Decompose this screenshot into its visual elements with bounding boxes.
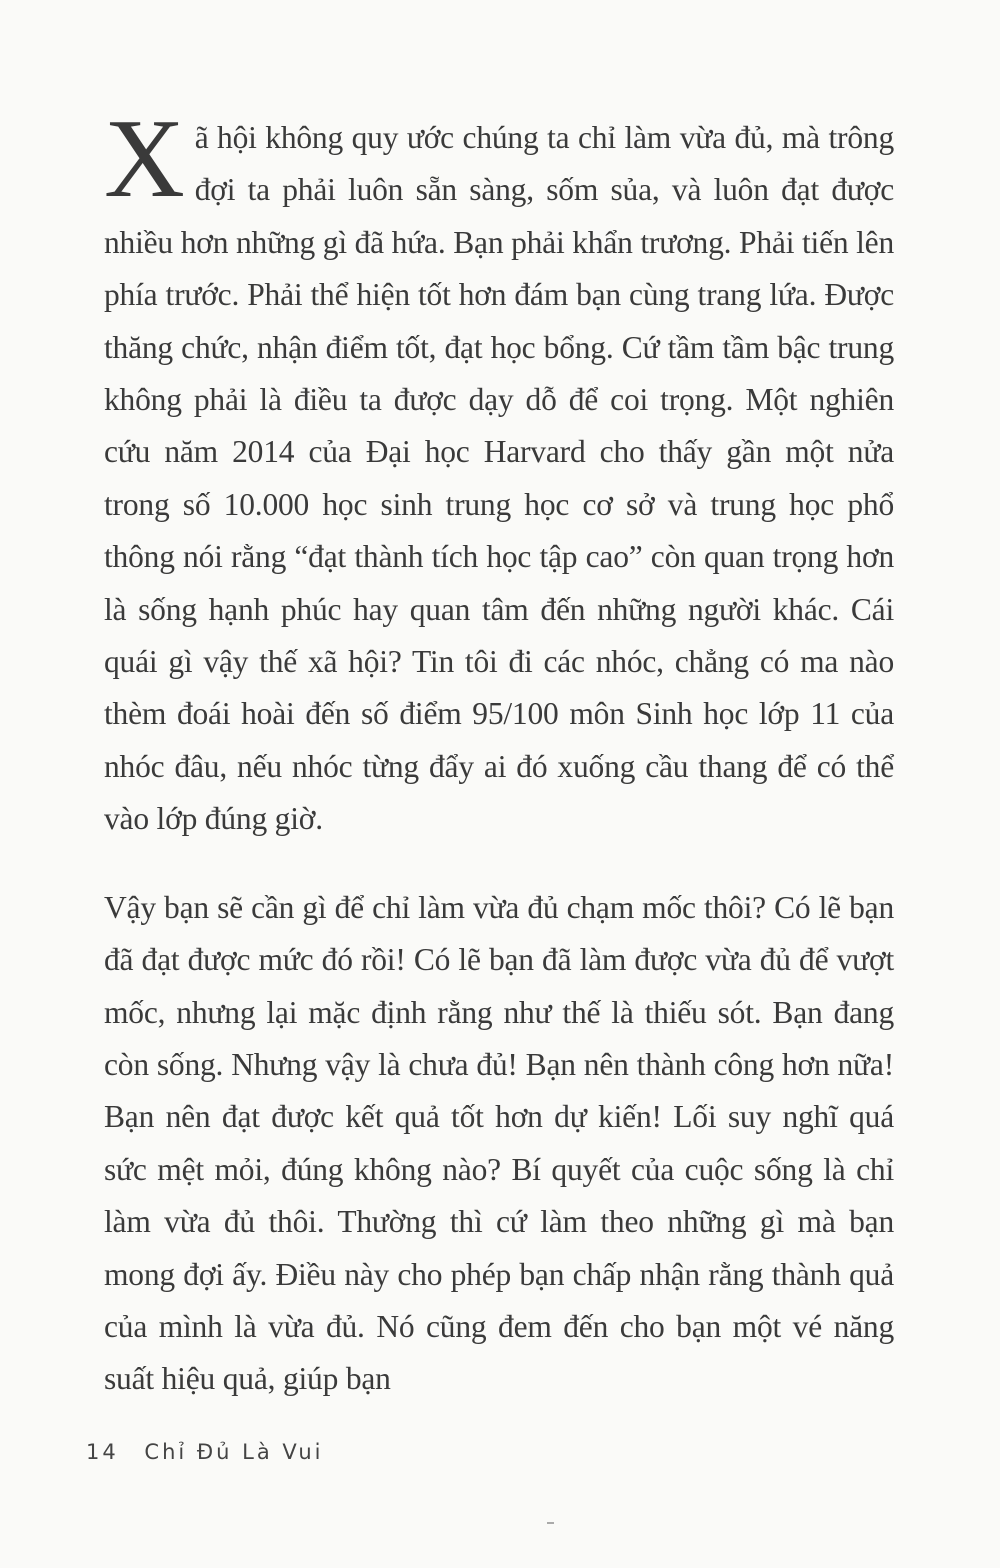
page-body xyxy=(104,97,894,1406)
paragraph-1 xyxy=(104,97,894,846)
paragraph-1-text: ã hội không quy ước chúng ta chỉ làm vừa đủ, mà trông đợi ta phải luôn sẵn sàng, sốm sủa, và luôn đạt được nhiều hơn những gì đã hứa. Bạn phải khẩn trương. Phải tiến lên phía trước. Phải thể hiện tốt hơn đám bạn cùng trang lứa. Được thăng chức, nhận điểm tốt, đạt học bổng. Cứ tầm tầm bậc trung không phải là điều ta được dạy dỗ để coi trọng. Một nghiên cứu năm 2014 của Đại học Harvard cho thấy gần một nửa trong số 10.000 học sinh trung học cơ sở và trung học phổ thông nói rằng “đạt thành tích học tập cao” còn quan trọng hơn là sống hạnh phúc hay quan tâm đến những người khác. Cái quái gì vậy thế xã hội? Tin tôi đi các nhóc, chẳng có ma nào thèm đoái hoài đến số điểm 95/100 môn Sinh học lớp 11 của nhóc đâu, nếu nhóc từng đẩy ai đó xuống cầu thang để có thể vào lớp đúng giờ. xyxy=(104,120,894,837)
scan-speck xyxy=(547,1522,554,1524)
page-footer xyxy=(86,1440,324,1464)
paragraph-2: Vậy bạn sẽ cần gì để chỉ làm vừa đủ chạm mốc thôi? Có lẽ bạn đã đạt được mức đó rồi! Có lẽ bạn đã làm được vừa đủ để vượt mốc, nhưng lại mặc định rằng như thế là thiếu sót. Bạn đang còn sống. Nhưng vậy là chưa đủ! Bạn nên thành công hơn nữa! Bạn nên đạt được kết quả tốt hơn dự kiến! Lối suy nghĩ quá sức mệt mỏi, đúng không nào? Bí quyết của cuộc sống là chỉ làm vừa đủ thôi. Thường thì cứ làm theo những gì mà bạn mong đợi ấy. Điều này cho phép bạn chấp nhận rằng thành quả của mình là vừa đủ. Nó cũng đem đến cho bạn một vé năng suất hiệu quả, giúp bạn xyxy=(104,889,894,1397)
page-number: 14 xyxy=(86,1440,119,1464)
book-title: Chỉ Đủ Là Vui xyxy=(144,1440,324,1464)
drop-cap: X xyxy=(104,97,185,221)
